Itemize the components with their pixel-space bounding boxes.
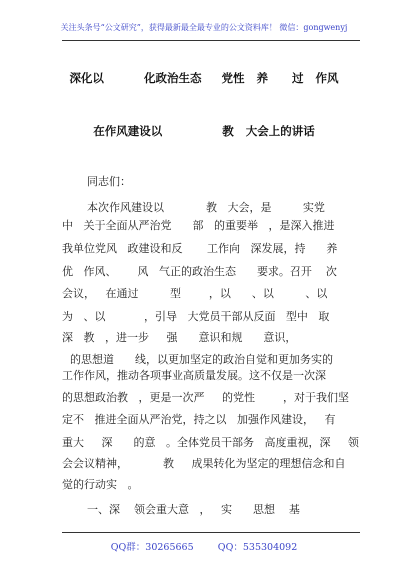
body-line: 会会议精神， 教 成果转化为坚定的理想信念和自 bbox=[62, 457, 346, 470]
body-line: 优 作风、 风 气正的政治生态 要求。召开 次 bbox=[62, 265, 337, 278]
body-line: 为 、以 ，引导 大党员干部从反面 型中 取 bbox=[62, 310, 330, 323]
body-line: 重大 深 的意 。全体党员干部务 高度重视，深 领 bbox=[62, 436, 359, 449]
body-line: 工作作风，推动各项事业高质量发展。这不仅是一次深 bbox=[62, 369, 326, 382]
header-rule bbox=[62, 40, 360, 41]
section-heading: 一、深 领会重大意 ， 实 思想 基 bbox=[87, 503, 300, 516]
document-title-line-1: 深化以 化政治生态 党性 养 过 作风 bbox=[69, 71, 339, 85]
salutation: 同志们： bbox=[87, 175, 131, 188]
body-line: 深 教 ，进一步 强 意识和规 意识， bbox=[62, 331, 297, 344]
body-line: 中 关于全面从严治党 部 的重要举 ，是深入推进 bbox=[62, 219, 335, 232]
page-header: 关注头条号“公文研究”，获得最新最全最专业的公文资料库！ 微信：gongwenyj bbox=[60, 23, 348, 32]
body-line: 会议， 在通过 型 ，以 、以 、以 bbox=[62, 287, 328, 300]
body-line: 的思想道 线，以更加坚定的政治自觉和更加务实的 bbox=[70, 353, 333, 366]
page-footer: QQ群：30265665 QQ：535304092 bbox=[110, 542, 298, 553]
body-line: 本次作风建设以 教 大会，是 实党 bbox=[87, 201, 325, 214]
document-title-line-2: 在作风建设以 教 大会上的讲话 bbox=[93, 124, 315, 138]
body-line: 觉的行动实 。 bbox=[62, 478, 139, 491]
body-line: 我单位党风 政建设和反 工作向 深发展，持 养 bbox=[62, 242, 338, 255]
body-line: 的思想政治教 ，更是一次严 的党性 ，对于我们坚 bbox=[62, 391, 349, 404]
body-line: 定不 推进全面从严治党，持之以 加强作风建设， 有 bbox=[62, 413, 336, 426]
footer-rule bbox=[62, 532, 360, 533]
